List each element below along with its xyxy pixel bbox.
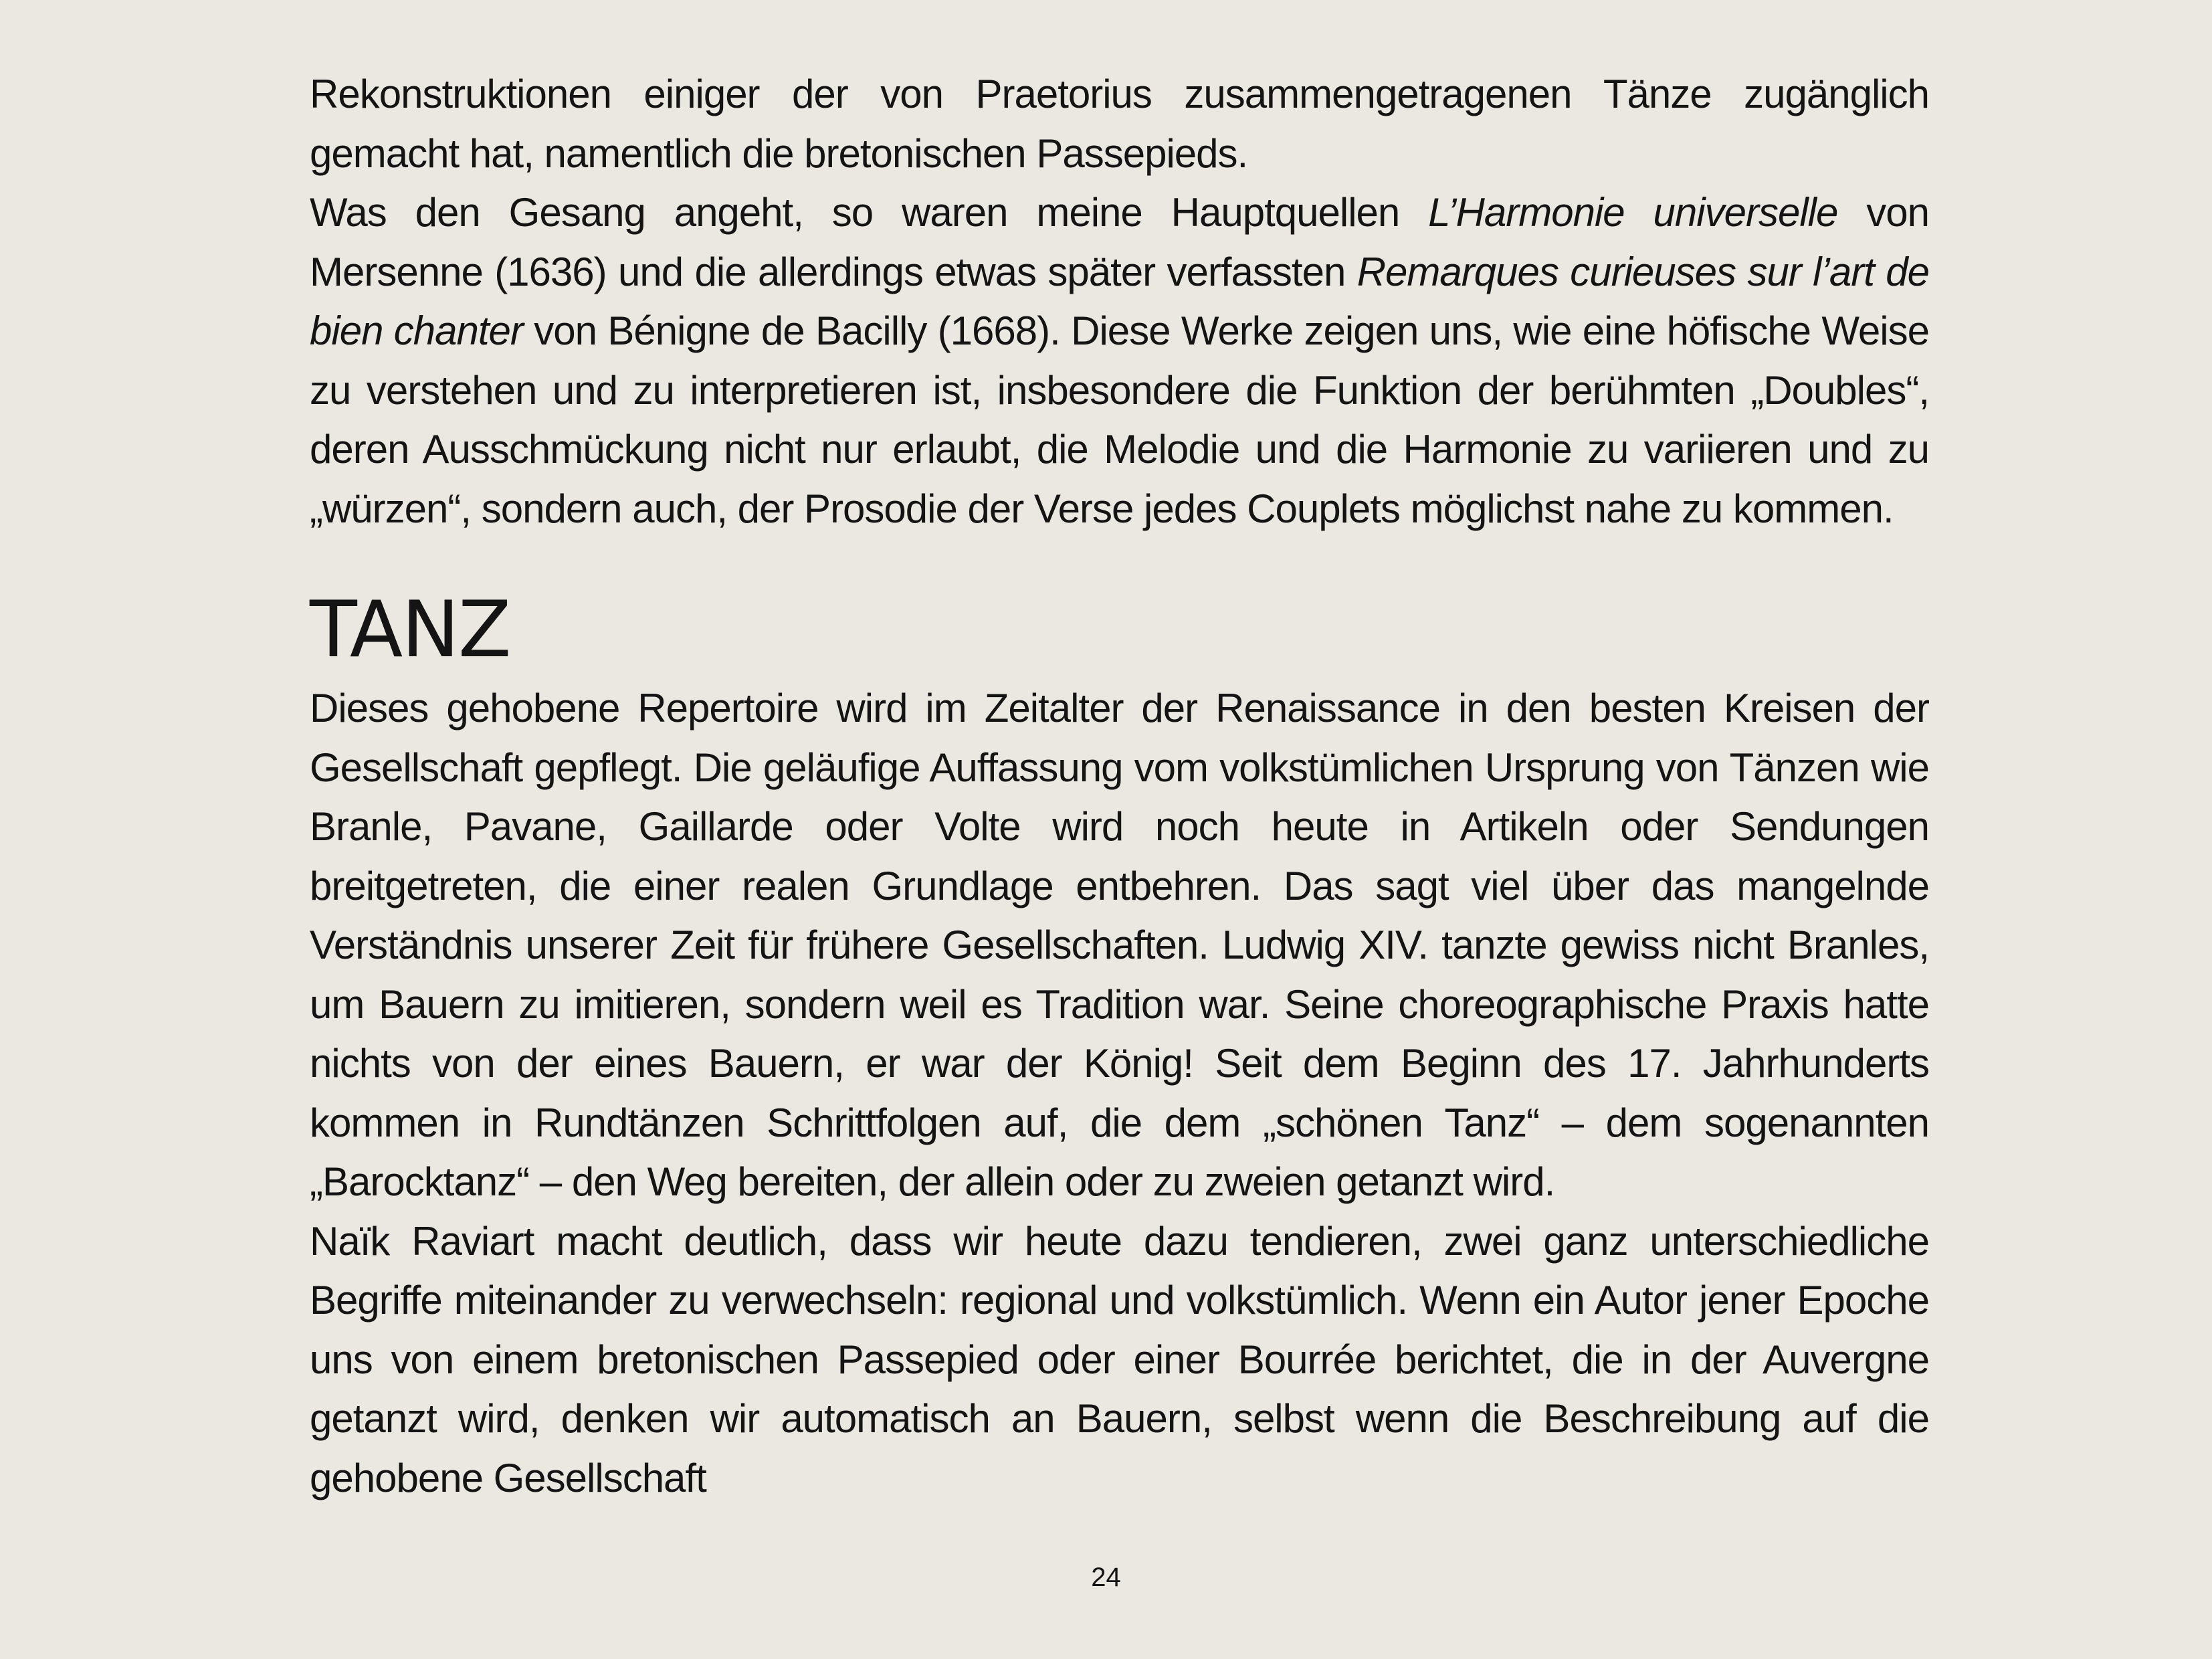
page-number: 24 (1091, 1563, 1121, 1592)
text-column (310, 65, 1929, 1508)
book-title-harmonie: L’Harmonie universelle (1428, 190, 1838, 235)
paragraph-raviart: Naïk Raviart macht deutlich, dass wir heute dazu tendieren, zwei ganz unterschiedliche Begriffe miteinander zu verwechseln: regional und volkstümlich. Wenn ein Autor jener Epoche uns von einem bretonischen Passepied oder einer Bourrée berichtet, die in der Auvergne getanzt wird, denken wir automatisch an Bauern, selbst wenn die Beschreibung auf die gehobene Gesellschaft (310, 1218, 1929, 1500)
paragraph-gesang (310, 183, 1929, 539)
section-heading: TANZ (310, 585, 510, 675)
paragraph-praetorius: Rekonstruktionen einiger der von Praetorius zusammengetragenen Tänze zugänglich gemacht hat, namentlich die bretonischen Passepieds. (310, 72, 1929, 176)
paragraph-text: von Mersenne (1636) und die allerdings etwas später verfassten (310, 190, 1929, 294)
paragraph-repertoire: Dieses gehobene Repertoire wird im Zeitalter der Renaissance in den besten Kreisen der Gesellschaft gepflegt. Die geläufige Auffassung vom volkstümlichen Ursprung von Tänzen wie Branle, Pavane, Gaillarde oder Volte wird noch heute in Artikeln oder Sendungen breitgetreten, die einer realen Grundlage entbehren. Das sagt viel über das mangelnde Verständnis unserer Zeit für frühere Gesellschaften. Ludwig XIV. tanzte gewiss nicht Branles, um Bauern zu imitieren, sondern weil es Tradition war. Seine choreographische Praxis hatte nichts von der eines Bauern, er war der König! Seit dem Beginn des 17. Jahrhunderts kommen in Rundtänzen Schrittfolgen auf, die dem „schönen Tanz“ – dem sogenannten „Barocktanz“ – den Weg bereiten, der allein oder zu zweien getanzt wird. (310, 686, 1929, 1204)
book-title-remarques: Remarques curieuses sur l’art de bien chanter (310, 249, 1930, 353)
paragraph-text: Was den Gesang angeht, so waren meine Hauptquellen (310, 190, 1429, 235)
paragraph-text: von Bénigne de Bacilly (1668). Diese Werke zeigen uns, wie eine höfische Weise zu verstehen und zu interpretieren ist, insbesondere die Funktion der berühmten „Doubles“, deren Ausschmückung nicht nur erlaubt, die Melodie und die Harmonie zu variieren und zu „würzen“, sondern auch, der Prosodie der Verse jedes Couplets möglichst nahe zu kommen. (310, 308, 1930, 531)
